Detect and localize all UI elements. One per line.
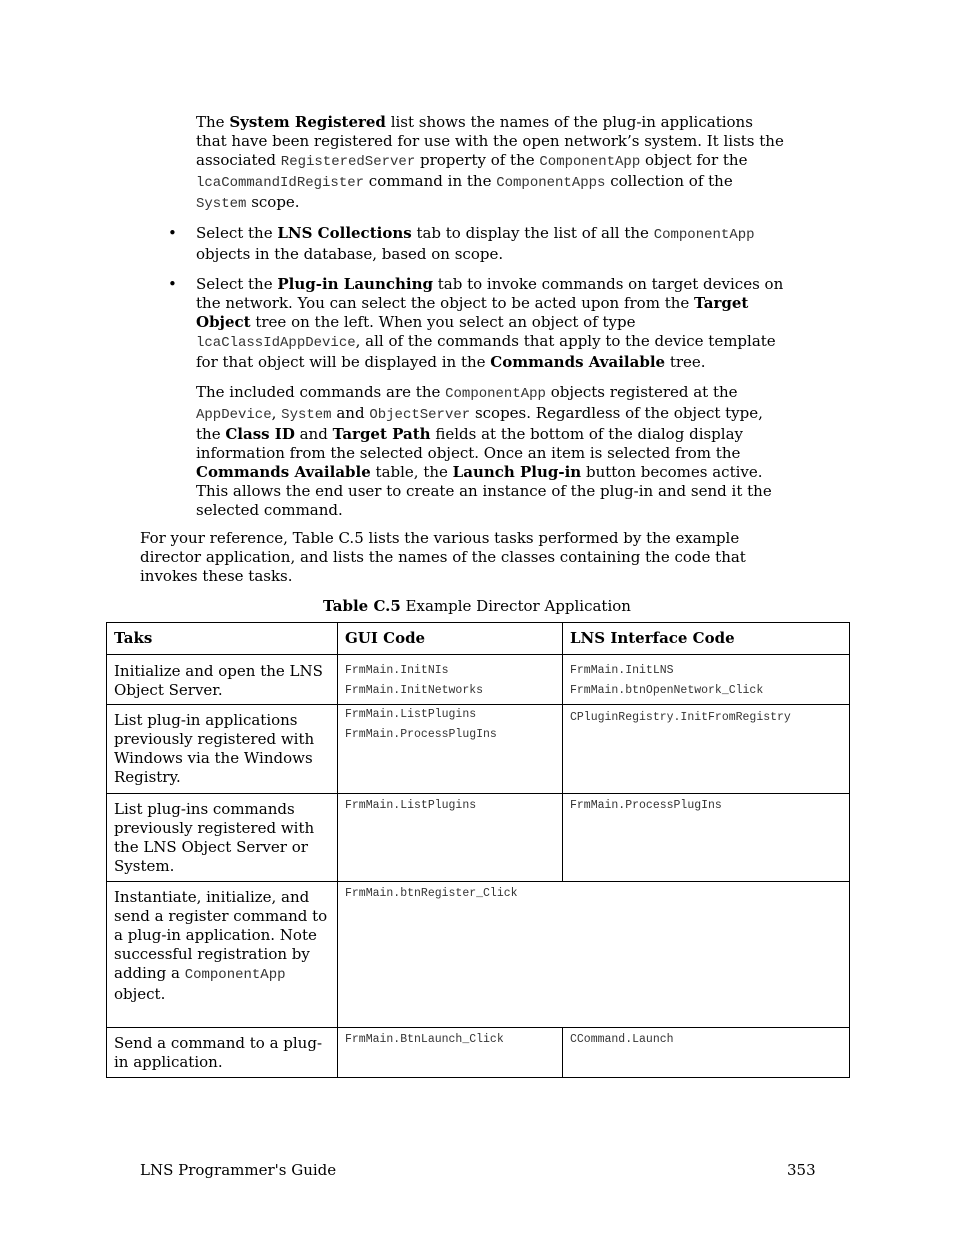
task-text: List plug-ins commands previously registered with the LNS Object Server or System. bbox=[114, 800, 315, 875]
text-run: The included commands are the bbox=[196, 383, 446, 401]
bold-term: Class ID bbox=[225, 425, 295, 443]
lns-code-cell bbox=[563, 794, 850, 882]
task-text: Initialize and open the LNS Object Server. bbox=[114, 662, 323, 699]
bold-term: Target Path bbox=[332, 425, 431, 443]
lns-code-cell bbox=[563, 655, 850, 705]
column-header: LNS Interface Code bbox=[563, 623, 850, 655]
table-row bbox=[107, 882, 850, 1028]
table-row bbox=[107, 794, 850, 882]
gui-code-cell bbox=[338, 655, 563, 705]
text-run: scope. bbox=[246, 193, 300, 211]
code-entry: FrmMain.ProcessPlugIns bbox=[345, 728, 497, 741]
code-term: RegisteredServer bbox=[280, 154, 416, 170]
page-number: 353 bbox=[787, 1161, 816, 1179]
text-run: objects registered at the bbox=[545, 383, 738, 401]
code-term: ComponentApp bbox=[653, 227, 755, 243]
text-run: command in the bbox=[364, 172, 497, 190]
code-term: ComponentApps bbox=[496, 175, 606, 191]
bold-term: Plug-in Launching bbox=[277, 275, 433, 293]
task-cell bbox=[107, 882, 338, 1028]
code-entry: FrmMain.ListPlugins bbox=[345, 708, 477, 721]
lns-code-cell bbox=[563, 705, 850, 794]
text-run: scopes. Regardless of the object type, the bbox=[196, 404, 763, 443]
text-run: Instantiate, initialize, and send a register command to a plug-in application. Note successful registration by adding a bbox=[114, 888, 328, 982]
code-term: ComponentApp bbox=[445, 386, 546, 402]
text-run: The bbox=[196, 113, 230, 131]
code-entry: CCommand.Launch bbox=[570, 1033, 674, 1046]
text-run: objects in the database, based on scope. bbox=[196, 245, 504, 263]
code-entry: FrmMain.InitLNS bbox=[570, 664, 674, 677]
code-term: ObjectServer bbox=[369, 407, 471, 423]
code-term: System bbox=[196, 196, 247, 212]
bold-term: Target Object bbox=[196, 294, 749, 331]
code-term: ComponentApp bbox=[184, 967, 286, 983]
director-application-table bbox=[106, 622, 850, 1078]
code-entry: FrmMain.InitNetworks bbox=[345, 684, 484, 697]
code-entry: FrmMain.ProcessPlugIns bbox=[570, 799, 722, 812]
code-entry: FrmMain.btnOpenNetwork_Click bbox=[570, 684, 764, 697]
table-row bbox=[107, 655, 850, 705]
text-run: button becomes active. This allows the end user to create an instance of the plug-in and send it the selected command. bbox=[196, 463, 772, 519]
text-run: property of the bbox=[415, 151, 540, 169]
text-run: object for the bbox=[640, 151, 748, 169]
bullet-marker: • bbox=[168, 224, 177, 242]
text-run: tree on the left. When you select an object of type bbox=[250, 313, 636, 331]
code-entry: FrmMain.btnRegister_Click bbox=[345, 887, 518, 900]
column-header: Taks bbox=[107, 623, 338, 655]
task-cell bbox=[107, 794, 338, 882]
table-caption bbox=[0, 597, 954, 616]
text-run: , bbox=[271, 404, 282, 422]
caption-label: Table C.5 bbox=[323, 597, 401, 615]
lns-code-cell bbox=[563, 1028, 850, 1078]
text-run: tab to display the list of all the bbox=[411, 224, 654, 242]
code-term: ComponentApp bbox=[539, 154, 641, 170]
column-header: GUI Code bbox=[338, 623, 563, 655]
task-text: Send a command to a plug-in application. bbox=[114, 1034, 323, 1071]
text-run: list shows the names of the plug-in applications that have been registered for use with the open network’s system. It lists the associated bbox=[196, 113, 784, 169]
text-run: object. bbox=[114, 985, 166, 1003]
code-term: System bbox=[281, 407, 332, 423]
task-cell bbox=[107, 1028, 338, 1078]
table-row bbox=[107, 705, 850, 794]
text-run: , all of the commands that apply to the device template for that object will be displayed in the bbox=[196, 332, 776, 371]
text-run: Select the bbox=[196, 275, 278, 293]
table-header-row bbox=[107, 623, 850, 655]
code-entry: CPluginRegistry.InitFromRegistry bbox=[570, 711, 791, 724]
gui-code-cell bbox=[338, 882, 850, 1028]
bold-term: System Registered bbox=[229, 113, 386, 131]
gui-code-cell bbox=[338, 1028, 563, 1078]
included-commands-paragraph bbox=[196, 383, 786, 520]
bullet-marker: • bbox=[168, 275, 177, 293]
task-cell bbox=[107, 705, 338, 794]
code-term: lcaCommandIdRegister bbox=[196, 175, 365, 191]
task-cell bbox=[107, 655, 338, 705]
bold-term: Launch Plug-in bbox=[452, 463, 582, 481]
text-run: and bbox=[331, 404, 370, 422]
table-row bbox=[107, 1028, 850, 1078]
gui-code-cell bbox=[338, 794, 563, 882]
code-term: AppDevice bbox=[196, 407, 272, 423]
text-run: fields at the bottom of the dialog display information from the selected object. Once an item is selected from the bbox=[196, 425, 743, 462]
bullet-lns-collections bbox=[196, 224, 786, 264]
text-run: tab to invoke commands on target devices on the network. You can select the object to be acted upon from the bbox=[196, 275, 784, 312]
task-text: List plug-in applications previously registered with Windows via the Windows Registry. bbox=[114, 711, 315, 786]
bullet-plugin-launching bbox=[196, 275, 786, 372]
task-text bbox=[114, 888, 330, 1004]
footer-title: LNS Programmer's Guide bbox=[140, 1161, 337, 1179]
caption-text: Example Director Application bbox=[400, 597, 631, 615]
text-run: collection of the bbox=[605, 172, 733, 190]
text-run: tree. bbox=[665, 353, 706, 371]
code-entry: FrmMain.BtnLaunch_Click bbox=[345, 1033, 504, 1046]
text-run: table, the bbox=[370, 463, 453, 481]
bold-term: LNS Collections bbox=[277, 224, 412, 242]
reference-paragraph: For your reference, Table C.5 lists the various tasks performed by the example director application, and lists the names of the classes containing the code that invokes these tasks. bbox=[140, 529, 746, 585]
bold-term: Commands Available bbox=[490, 353, 666, 371]
system-registered-paragraph bbox=[196, 113, 786, 214]
gui-code-cell bbox=[338, 705, 563, 794]
code-term: lcaClassIdAppDevice bbox=[196, 335, 356, 351]
code-entry: FrmMain.ListPlugins bbox=[345, 799, 477, 812]
text-run: and bbox=[294, 425, 333, 443]
bold-term: Commands Available bbox=[196, 463, 371, 481]
text-run: Select the bbox=[196, 224, 278, 242]
code-entry: FrmMain.InitNIs bbox=[345, 664, 449, 677]
